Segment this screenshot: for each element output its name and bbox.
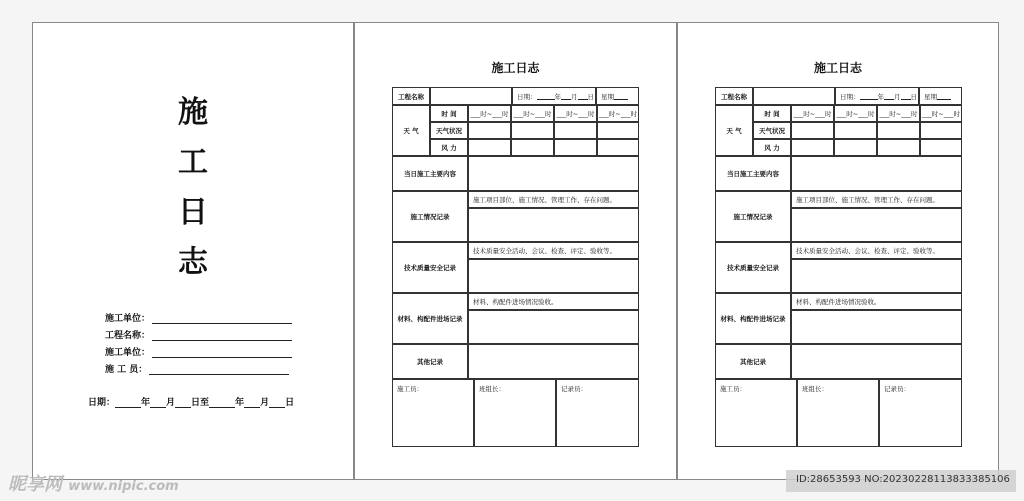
- project-name-value[interactable]: [753, 87, 835, 105]
- recorder-signature[interactable]: 记录员：: [879, 379, 962, 447]
- cover-page: [32, 22, 354, 480]
- wind-3[interactable]: [877, 139, 920, 156]
- time-range-1[interactable]: ___时~___时: [468, 105, 511, 122]
- watermark-logo: 昵享网 www.nipic.com: [8, 474, 179, 495]
- time-range-2[interactable]: ___时~___时: [511, 105, 554, 122]
- material-record-value[interactable]: [791, 310, 962, 344]
- cover-date-line: 日期： 年 月 日至 年 月 日: [88, 398, 295, 408]
- time-range-3[interactable]: ___时~___时: [877, 105, 920, 122]
- construction-record-label: 施工情况记录: [392, 191, 468, 242]
- log-title: 施工日志: [813, 61, 862, 75]
- safety-record-label: 技术质量安全记录: [392, 242, 468, 293]
- construction-record-value[interactable]: [791, 208, 962, 242]
- other-record-value[interactable]: [468, 344, 639, 379]
- wind-4[interactable]: [920, 139, 962, 156]
- weather-status-label: 天气状况: [430, 122, 468, 139]
- project-name-label: 工程名称: [715, 87, 753, 105]
- cover-title-char-4: 志: [178, 245, 208, 280]
- wind-label: 风 力: [753, 139, 791, 156]
- safety-record-label: 技术质量安全记录: [715, 242, 791, 293]
- weather-status-label: 天气状况: [753, 122, 791, 139]
- cover-title-char-1: 施: [178, 95, 208, 130]
- date-field[interactable]: 日期： 年 月 日: [512, 87, 596, 105]
- material-record-label: 材料、构配件进场记录: [392, 293, 468, 344]
- constructor-signature[interactable]: 施工员：: [715, 379, 797, 447]
- time-label: 时 间: [753, 105, 791, 122]
- main-content-value[interactable]: [791, 156, 962, 191]
- log-table: [392, 87, 639, 447]
- safety-record-value[interactable]: [791, 259, 962, 293]
- construction-record-label: 施工情况记录: [715, 191, 791, 242]
- material-record-label: 材料、构配件进场记录: [715, 293, 791, 344]
- weather-status-4[interactable]: [597, 122, 639, 139]
- log-page-2: [677, 22, 999, 480]
- material-record-hint: 材料、构配件进场情况验收。: [791, 293, 962, 310]
- time-range-1[interactable]: ___时~___时: [791, 105, 834, 122]
- wind-label: 风 力: [430, 139, 468, 156]
- wind-4[interactable]: [597, 139, 639, 156]
- cover-title-char-2: 工: [178, 145, 208, 180]
- safety-record-hint: 技术质量安全活动、会议、检查、评定、验收等。: [468, 242, 639, 259]
- cover-field-constructor: 施 工 员：: [105, 362, 289, 375]
- wind-2[interactable]: [511, 139, 554, 156]
- time-range-4[interactable]: ___时~___时: [597, 105, 639, 122]
- main-content-label: 当日施工主要内容: [715, 156, 791, 191]
- wind-2[interactable]: [834, 139, 877, 156]
- weather-status-4[interactable]: [920, 122, 962, 139]
- log-table: [715, 87, 962, 447]
- log-page-1: [354, 22, 677, 480]
- log-title: 施工日志: [491, 61, 540, 75]
- time-range-4[interactable]: ___时~___时: [920, 105, 962, 122]
- material-record-hint: 材料、构配件进场情况验收。: [468, 293, 639, 310]
- weather-status-1[interactable]: [791, 122, 834, 139]
- team-leader-signature[interactable]: 班组长：: [797, 379, 879, 447]
- wind-1[interactable]: [468, 139, 511, 156]
- cover-field-unit: 施工单位：: [105, 311, 292, 324]
- team-leader-signature[interactable]: 班组长：: [474, 379, 556, 447]
- time-label: 时 间: [430, 105, 468, 122]
- weather-label: 天 气: [392, 105, 430, 156]
- cover-field-unit-2: 施工单位：: [105, 345, 292, 358]
- wind-3[interactable]: [554, 139, 597, 156]
- cover-title-char-3: 日: [178, 195, 208, 230]
- other-record-value[interactable]: [791, 344, 962, 379]
- time-range-3[interactable]: ___时~___时: [554, 105, 597, 122]
- construction-record-hint: 施工项目部位、施工情况、管理工作、存在问题。: [468, 191, 639, 208]
- recorder-signature[interactable]: 记录员：: [556, 379, 639, 447]
- other-record-label: 其他记录: [715, 344, 791, 379]
- safety-record-value[interactable]: [468, 259, 639, 293]
- constructor-signature[interactable]: 施工员：: [392, 379, 474, 447]
- project-name-label: 工程名称: [392, 87, 430, 105]
- construction-record-hint: 施工项目部位、施工情况、管理工作、存在问题。: [791, 191, 962, 208]
- weather-status-2[interactable]: [834, 122, 877, 139]
- weather-status-3[interactable]: [877, 122, 920, 139]
- wind-1[interactable]: [791, 139, 834, 156]
- main-content-label: 当日施工主要内容: [392, 156, 468, 191]
- other-record-label: 其他记录: [392, 344, 468, 379]
- weather-status-1[interactable]: [468, 122, 511, 139]
- weather-status-3[interactable]: [554, 122, 597, 139]
- cover-field-project: 工程名称：: [105, 328, 292, 341]
- weekday-field[interactable]: 星期: [919, 87, 962, 105]
- main-content-value[interactable]: [468, 156, 639, 191]
- weather-label: 天 气: [715, 105, 753, 156]
- time-range-2[interactable]: ___时~___时: [834, 105, 877, 122]
- material-record-value[interactable]: [468, 310, 639, 344]
- project-name-value[interactable]: [430, 87, 512, 105]
- weather-status-2[interactable]: [511, 122, 554, 139]
- construction-record-value[interactable]: [468, 208, 639, 242]
- safety-record-hint: 技术质量安全活动、会议、检查、评定、验收等。: [791, 242, 962, 259]
- weekday-field[interactable]: 星期: [596, 87, 639, 105]
- watermark-id: ID:28653593 NO:20230228113833385106: [796, 474, 1010, 485]
- date-field[interactable]: 日期： 年 月 日: [835, 87, 919, 105]
